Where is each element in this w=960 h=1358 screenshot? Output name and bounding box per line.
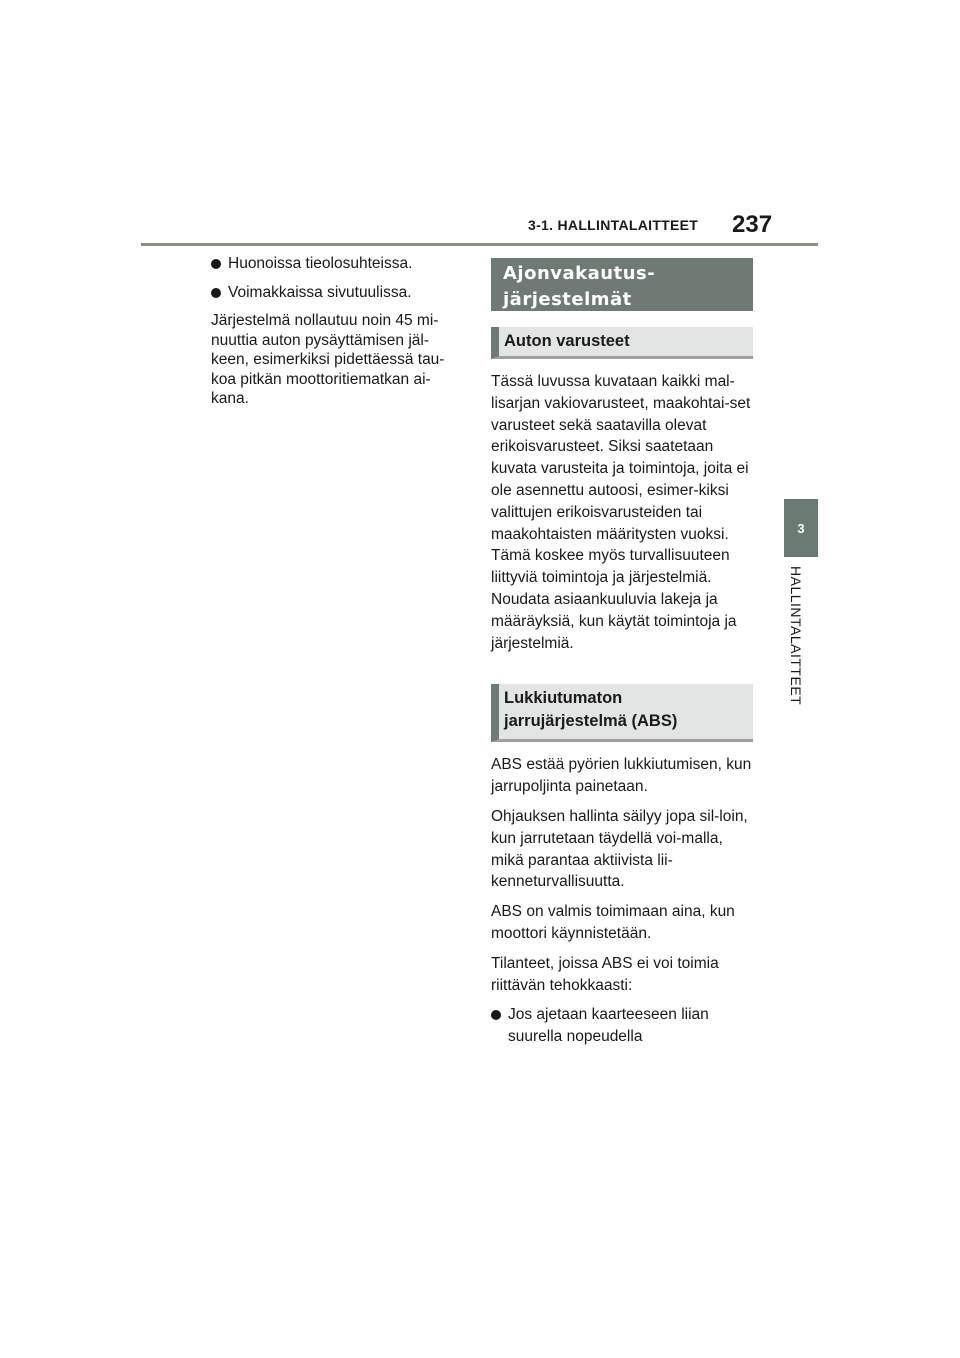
body-paragraph: ABS estää pyörien lukkiutumisen, kun jarrupoljinta painetaan.: [491, 756, 752, 796]
body-paragraph: Ohjauksen hallinta säilyy jopa sil-loin, kun jarrutetaan täydellä voi-malla, mikä parantaa aktiivista lii-kenneturvallisuutta.: [491, 807, 748, 891]
list-item: [211, 283, 451, 303]
list-item-text: Huonoissa tieolosuhteissa.: [228, 255, 413, 272]
body-paragraph: Tilanteet, joissa ABS ei voi toimia riittävän tehokkaasti:: [491, 954, 719, 994]
list-item-text: Voimakkaissa sivutuulissa.: [228, 283, 412, 301]
section-heading: Ajonvakautus-järjestelmät: [491, 258, 753, 311]
chapter-tab: [784, 499, 818, 557]
subsection-heading: Auton varusteet: [491, 327, 753, 359]
list-item-text: Jos ajetaan kaarteeseen liian suurella nopeudella: [508, 1006, 709, 1046]
body-paragraph: Tässä luvussa kuvataan kaikki mal-lisarjan vakiovarusteet, maakohtai-set varusteet sekä saatavilla olevat erikoisvarusteet. Siksi saatetaan kuvata varusteita ja toimintoja, joita ei ole asennettu autoosi, esimer-kiksi valittujen erikoisvarusteiden tai maakohtaisten määritysten vuoksi. Tämä koskee myös turvallisuuteen liittyviä toimintoja ja järjestelmiä. Noudata asiaankuuluvia lakeja ja määräyksiä, kun käytät toimintoja ja järjestelmiä.: [491, 373, 751, 652]
list-item: [491, 1004, 753, 1048]
bullet-icon: [491, 1010, 501, 1020]
section-title: 3-1. HALLINTALAITTEET: [528, 217, 699, 233]
body-paragraph: Järjestelmä nollautuu noin 45 mi-nuuttia auton pysäyttämisen jäl-keen, esimerkiksi pidettäessä tau-koa pitkän moottoritiematkan ai-kana.: [211, 312, 445, 407]
chapter-label: HALLINTALAITTEET: [788, 566, 804, 706]
left-column: [211, 254, 451, 417]
bullet-icon: [211, 288, 221, 298]
header-divider: [141, 243, 818, 246]
chapter-number: 3: [797, 520, 805, 536]
page-number: 237: [732, 211, 773, 238]
subsection-heading: Lukkiutumaton jarrujärjestelmä (ABS): [491, 684, 753, 742]
bullet-icon: [211, 259, 221, 269]
right-column: [491, 258, 753, 1048]
list-item: [211, 254, 451, 274]
body-paragraph: ABS on valmis toimimaan aina, kun moottori käynnistetään.: [491, 903, 735, 942]
